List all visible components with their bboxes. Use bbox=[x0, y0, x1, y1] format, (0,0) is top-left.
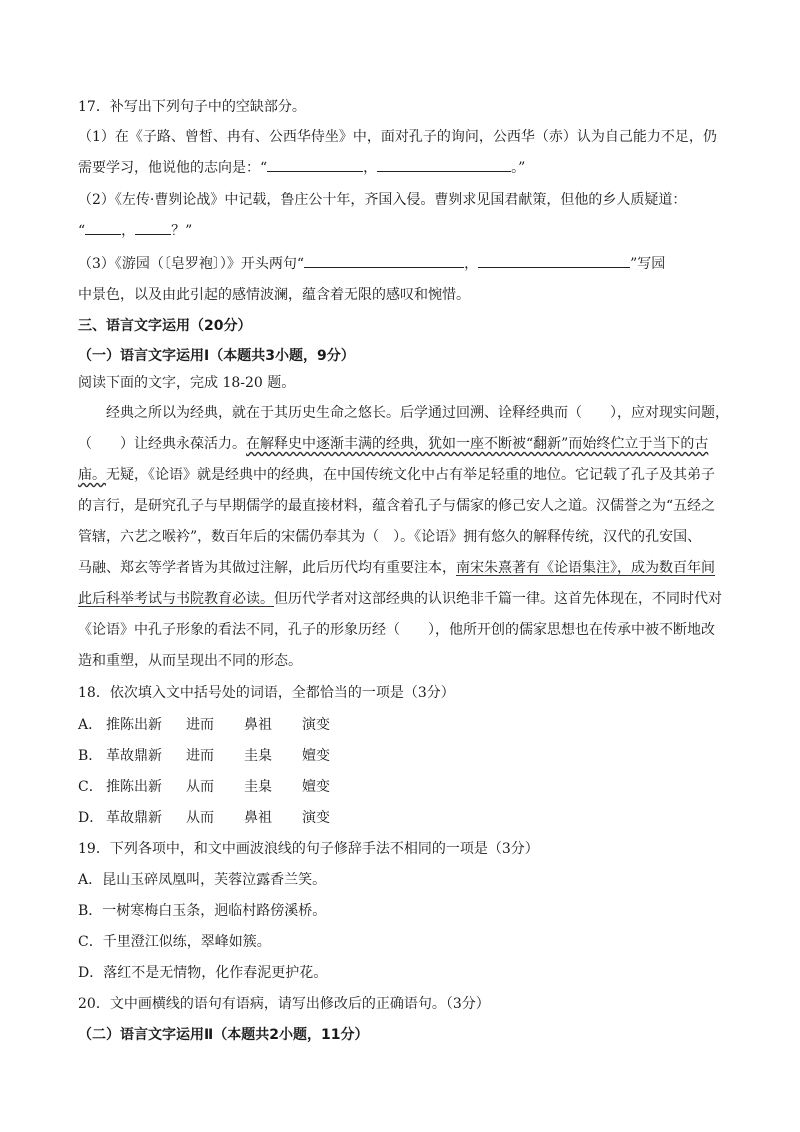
q17-part1-prefix: 需要学习，他说他的志向是：“ bbox=[78, 160, 268, 176]
q17-part3-suffix: ”写园 bbox=[630, 256, 666, 272]
q18-option-b[interactable] bbox=[78, 747, 330, 765]
q17-blank-5[interactable] bbox=[304, 254, 464, 268]
option-word: 圭臬 bbox=[244, 779, 272, 795]
wavy-underlined-sentence-end: 庙。 bbox=[78, 467, 106, 483]
option-word: 鼻祖 bbox=[244, 810, 272, 826]
option-word: 演变 bbox=[302, 810, 330, 826]
option-word: 嬗变 bbox=[302, 779, 330, 795]
q17-part3-comma: ， bbox=[464, 256, 479, 272]
q17-part2-line2 bbox=[78, 221, 192, 240]
passage-line-3-text: 无疑，《论语》就是经典中的经典，在中国传统文化中占有举足轻重的地位。它记载了孔子及其弟子 bbox=[106, 467, 715, 483]
passage-line-4: 的言行，是研究孔子与早期儒学的最直接材料，蕴含着孔子与儒家的修己安人之道。汉儒誉之为“五经之 bbox=[78, 498, 716, 514]
option-word: 推陈出新 bbox=[106, 717, 162, 733]
option-word: 革故鼎新 bbox=[106, 810, 162, 826]
q20-title: 20．文中画横线的语句有语病，请写出修改后的正确语句。（3分） bbox=[78, 996, 490, 1012]
passage-line-7-text: 但历代学者对这部经典的认识绝非千篇一律。这首先体现在，不同时代对 bbox=[274, 591, 722, 607]
section3-title: 三、语言文字运用（20分） bbox=[78, 318, 252, 334]
passage-line-7 bbox=[78, 590, 722, 608]
q19-option-b[interactable]: B．一树寒梅白玉条，迥临村路傍溪桥。 bbox=[78, 903, 327, 919]
q19-title: 19．下列各项中，和文中画波浪线的句子修辞手法不相同的一项是（3分） bbox=[78, 841, 539, 857]
option-word: 圭臬 bbox=[244, 748, 272, 764]
option-word: 从而 bbox=[186, 810, 214, 826]
passage-line-6 bbox=[78, 559, 715, 577]
straight-underlined-sentence-end: 此后科举考试与书院教育必读。 bbox=[78, 591, 274, 607]
option-word: 嬗变 bbox=[302, 748, 330, 764]
q17-part2-suffix: ？” bbox=[171, 223, 193, 239]
reading-instruction: 阅读下面的文字，完成 18-20 题。 bbox=[78, 375, 296, 391]
q17-part1-suffix: 。” bbox=[511, 160, 526, 176]
q17-part2-line1: （2）《左传·曹刿论战》中记载，鲁庄公十年，齐国入侵。曹刿求见国君献策，但他的乡人质疑道： bbox=[78, 192, 687, 208]
q17-part1-comma: ， bbox=[363, 160, 378, 176]
option-word: 进而 bbox=[186, 717, 214, 733]
q18-option-a[interactable] bbox=[78, 716, 330, 734]
passage-line-2-text: （ ）让经典永葆活力。 bbox=[78, 436, 246, 452]
passage-line-9: 造和重塑，从而呈现出不同的形态。 bbox=[78, 653, 302, 669]
option-word: 推陈出新 bbox=[106, 779, 162, 795]
q17-part2-comma: ， bbox=[121, 223, 136, 239]
passage-line-6-text: 马融、郑玄等学者皆为其做过注解，此后历代均有重要注本， bbox=[78, 560, 456, 576]
q17-part1-line2 bbox=[78, 158, 525, 177]
option-letter: A． bbox=[78, 717, 103, 733]
q17-blank-2[interactable] bbox=[377, 158, 511, 172]
q18-title: 18．依次填入文中括号处的词语，全都恰当的一项是（3分） bbox=[78, 685, 455, 701]
option-word: 革故鼎新 bbox=[106, 748, 162, 764]
q18-option-d[interactable] bbox=[78, 809, 330, 827]
passage-line-5: 管辖，六艺之喉衿”，数百年后的宋儒仍奉其为（ ）。《论语》拥有悠久的解释传统，汉代的孔安国、 bbox=[78, 529, 702, 545]
q17-blank-6[interactable] bbox=[478, 254, 630, 268]
option-word: 鼻祖 bbox=[244, 717, 272, 733]
straight-underlined-sentence: 南宋朱熹著有《论语集注》，成为数百年间 bbox=[456, 560, 715, 576]
option-word: 进而 bbox=[186, 748, 214, 764]
wavy-underlined-sentence: 在解释史中逐渐丰满的经典，犹如一座不断被“翻新”而始终伫立于当下的古 bbox=[246, 436, 709, 452]
q19-option-d[interactable]: D．落红不是无情物，化作春泥更护花。 bbox=[78, 965, 328, 981]
passage-line-2 bbox=[78, 435, 708, 453]
section3-sub2-title: （二）语言文字运用Ⅱ（本题共2小题，11分） bbox=[78, 1027, 369, 1043]
option-letter: D． bbox=[78, 810, 104, 826]
q19-option-c[interactable]: C．千里澄江似练，翠峰如簇。 bbox=[78, 934, 271, 950]
option-letter: C． bbox=[78, 779, 103, 795]
option-word: 演变 bbox=[302, 717, 330, 733]
q17-part2-prefix: “ bbox=[78, 223, 86, 239]
q17-part3-line1 bbox=[78, 254, 665, 273]
q17-part1-line1: （1）在《子路、曾皙、冉有、公西华侍坐》中，面对孔子的询问，公西华（赤）认为自己能力不足，仍 bbox=[78, 129, 717, 145]
q18-option-c[interactable] bbox=[78, 778, 330, 796]
q17-blank-3[interactable] bbox=[85, 221, 121, 235]
option-word: 从而 bbox=[186, 779, 214, 795]
passage-line-3 bbox=[78, 466, 715, 484]
option-letter: B． bbox=[78, 748, 103, 764]
q17-part3-prefix: （3）《游园（〔皂罗袍〕）》开头两句“ bbox=[78, 256, 305, 272]
q17-title: 17．补写出下列句子中的空缺部分。 bbox=[78, 99, 306, 115]
q17-blank-4[interactable] bbox=[135, 221, 171, 235]
passage-line-1: 经典之所以为经典，就在于其历史生命之悠长。后学通过回溯、诠释经典而（ ），应对现实问题， bbox=[106, 405, 729, 421]
q17-part3-line2: 中景色，以及由此引起的感情波澜，蕴含着无限的感叹和惋惜。 bbox=[78, 287, 470, 303]
passage-line-8: 《论语》中孔子形象的看法不同，孔子的形象历经（ ），他所开创的儒家思想也在传承中被不断地改 bbox=[78, 622, 715, 638]
section3-sub1-title: （一）语言文字运用Ⅰ（本题共3小题，9分） bbox=[78, 348, 355, 364]
q19-option-a[interactable]: A．昆山玉碎凤凰叫，芙蓉泣露香兰笑。 bbox=[78, 872, 327, 888]
q17-blank-1[interactable] bbox=[267, 158, 363, 172]
